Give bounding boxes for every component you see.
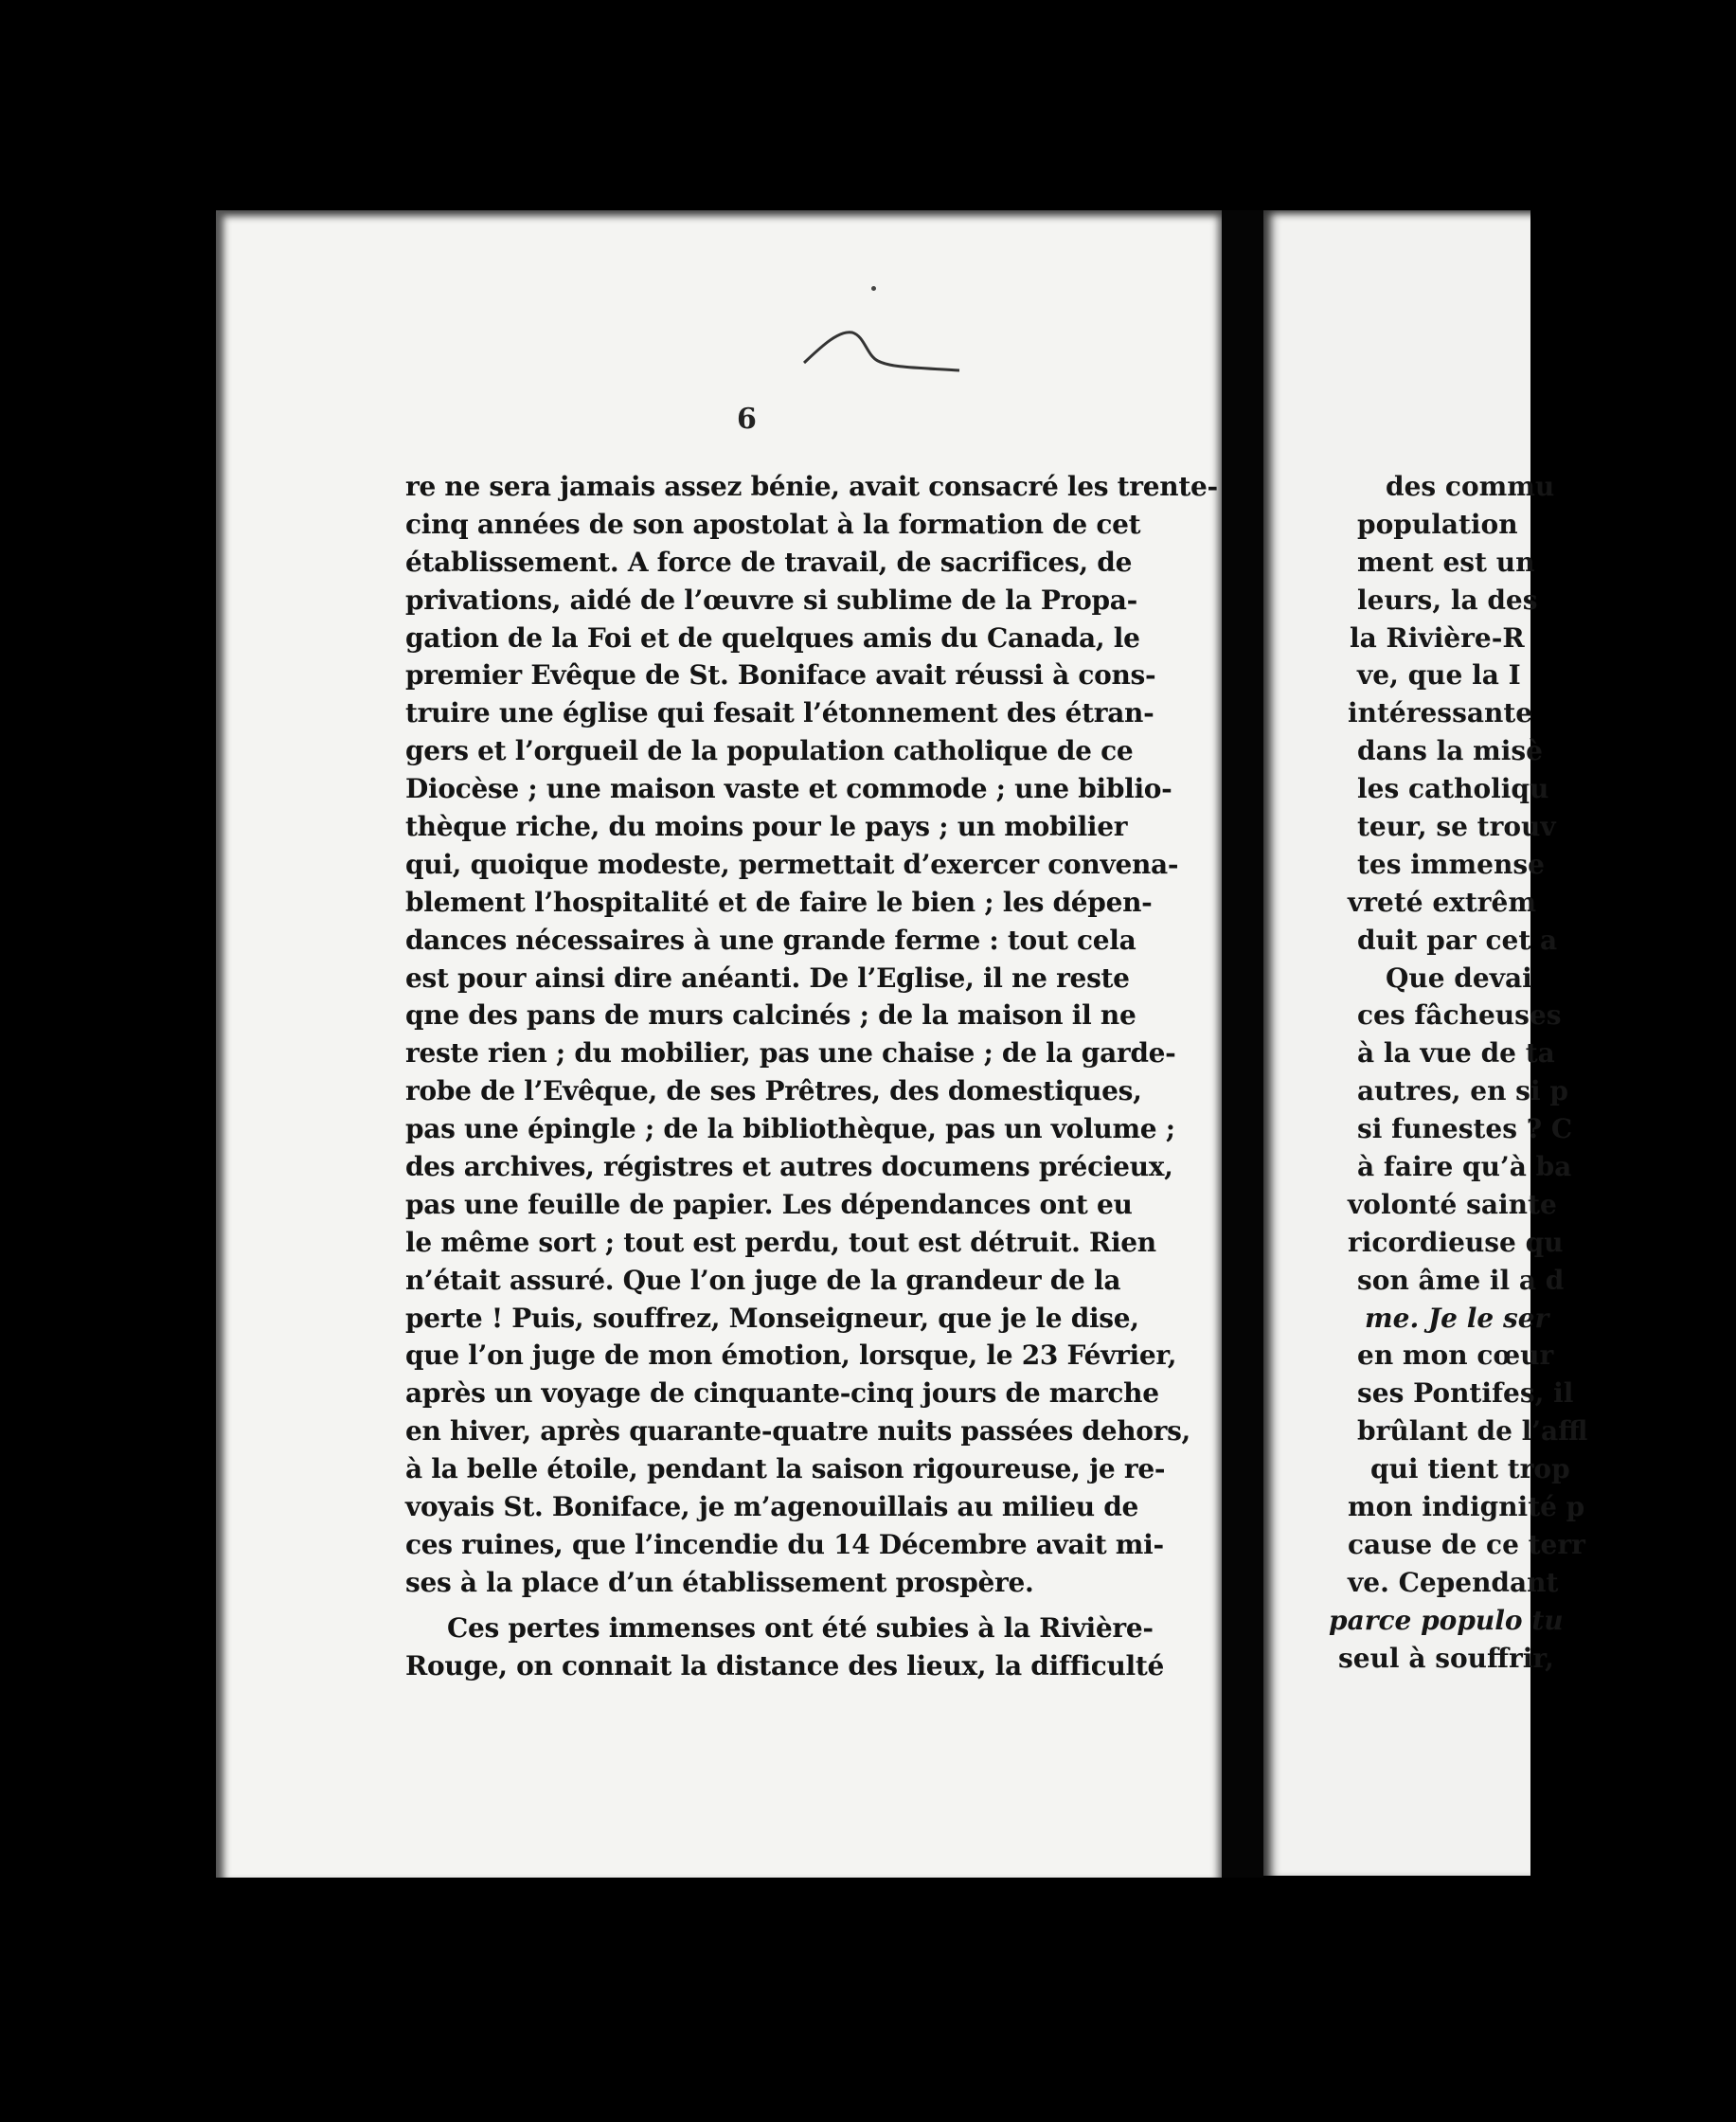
text-line: gers et l’orgueil de la population catholique de ce <box>405 735 1134 767</box>
text-line: les catholiqu <box>1357 773 1549 805</box>
right-page-text-cropped <box>1329 468 1736 1678</box>
text-line: ment est un <box>1357 546 1535 578</box>
text-line: en hiver, après quarante-quatre nuits passées dehors, <box>405 1415 1191 1448</box>
text-line: volonté sainte <box>1348 1188 1557 1220</box>
text-line: la Rivière-R <box>1350 621 1525 654</box>
text-line: re ne sera jamais assez bénie, avait consacré les trente- <box>405 471 1218 502</box>
text-line: dances nécessaires à une grande ferme : tout cela <box>405 924 1136 956</box>
text-line: vreté extrêm <box>1348 886 1536 918</box>
text-line: population <box>1357 508 1518 540</box>
text-line: dans la misè <box>1357 735 1543 767</box>
text-line: ces fâcheuses <box>1357 999 1562 1032</box>
text-line: ces ruines, que l’incendie du 14 Décembre avait mi- <box>405 1528 1164 1560</box>
text-line: en mon cœur <box>1357 1340 1554 1372</box>
text-line: tes immense <box>1357 848 1545 880</box>
text-line: Que devai <box>1386 962 1532 994</box>
text-line: n’était assuré. Que l’on juge de la grandeur de la <box>405 1264 1121 1296</box>
text-line: est pour ainsi dire anéanti. De l’Eglise, il ne reste <box>405 962 1130 994</box>
text-line: parce populo tu <box>1329 1604 1564 1636</box>
text-line: des archives, régistres et autres documens précieux, <box>405 1151 1173 1183</box>
text-line: mon indignité p <box>1348 1491 1585 1523</box>
text-line: duit par cet a <box>1357 924 1558 956</box>
text-line: ses à la place d’un établissement prospère. <box>405 1566 1034 1598</box>
text-line: voyais St. Boniface, je m’agenouillais au milieu de <box>405 1491 1139 1523</box>
text-line: le même sort ; tout est perdu, tout est détruit. Rien <box>405 1226 1156 1258</box>
text-line: cinq années de son apostolat à la formation de cet <box>405 508 1141 540</box>
text-line: autres, en si p <box>1357 1075 1568 1107</box>
text-line: robe de l’Evêque, de ses Prêtres, des domestiques, <box>405 1075 1142 1107</box>
text-line: que l’on juge de mon émotion, lorsque, le 23 Février, <box>405 1340 1177 1372</box>
text-line: qne des pans de murs calcinés ; de la maison il ne <box>405 999 1136 1032</box>
text-line: ses Pontifes, il <box>1357 1377 1574 1410</box>
text-line: Diocèse ; une maison vaste et commode ; une biblio- <box>405 773 1172 805</box>
text-line: à la vue de ta <box>1357 1037 1555 1070</box>
text-line: pas une feuille de papier. Les dépendances ont eu <box>405 1188 1133 1220</box>
text-line: blement l’hospitalité et de faire le bien ; les dépen- <box>405 886 1153 918</box>
text-line: si funestes ? C <box>1357 1113 1573 1145</box>
text-line: truire une église qui fesait l’étonnement des étran- <box>405 697 1154 729</box>
text-line: ve. Cependant <box>1348 1566 1559 1598</box>
text-line: ve, que la I <box>1357 659 1521 692</box>
book-gutter <box>1222 210 1263 1878</box>
text-line: à la belle étoile, pendant la saison rigoureuse, je re- <box>405 1453 1166 1485</box>
text-line: qui, quoique modeste, permettait d’exercer convena- <box>405 848 1179 880</box>
paragraph-2 <box>405 1609 1165 1685</box>
text-line: établissement. A force de travail, de sacrifices, de <box>405 546 1133 578</box>
text-line: seul à souffrir, <box>1338 1642 1554 1674</box>
page-number: 6 <box>737 403 757 436</box>
paragraph-1 <box>405 468 1218 1602</box>
text-line: ricordieuse qu <box>1348 1226 1564 1258</box>
text-line: à faire qu’à ba <box>1357 1151 1572 1183</box>
text-line: qui tient trop <box>1370 1453 1570 1485</box>
text-line: pas une épingle ; de la bibliothèque, pas un volume ; <box>405 1113 1175 1145</box>
pen-mark-scribble <box>800 325 971 401</box>
text-line: des commu <box>1386 471 1555 502</box>
ink-dot <box>871 286 876 291</box>
text-line: teur, se trouv <box>1357 811 1556 843</box>
text-line: son âme il a d <box>1357 1264 1565 1296</box>
text-line: thèque riche, du moins pour le pays ; un mobilier <box>405 811 1128 843</box>
text-line: privations, aidé de l’œuvre si sublime de la Propa- <box>405 584 1137 616</box>
text-line: cause de ce terr <box>1348 1528 1585 1560</box>
text-line: brûlant de l’affl <box>1357 1415 1588 1448</box>
text-line: reste rien ; du mobilier, pas une chaise ; de la garde- <box>405 1037 1176 1070</box>
text-line: leurs, la des <box>1357 584 1538 616</box>
text-line: perte ! Puis, souffrez, Monseigneur, que je le dise, <box>405 1302 1139 1334</box>
text-line: intéressante <box>1348 697 1533 729</box>
left-page-text <box>405 468 1218 1685</box>
text-line: premier Evêque de St. Boniface avait réussi à cons- <box>405 659 1156 692</box>
text-line: après un voyage de cinquante-cinq jours de marche <box>405 1377 1159 1410</box>
text-line: me. Je le ser <box>1365 1302 1549 1334</box>
text-line: Rouge, on connait la distance des lieux, la difficulté <box>405 1649 1165 1681</box>
text-line: gation de la Foi et de quelques amis du Canada, le <box>405 621 1140 654</box>
text-line: Ces pertes immenses ont été subies à la Rivière- <box>447 1611 1154 1644</box>
